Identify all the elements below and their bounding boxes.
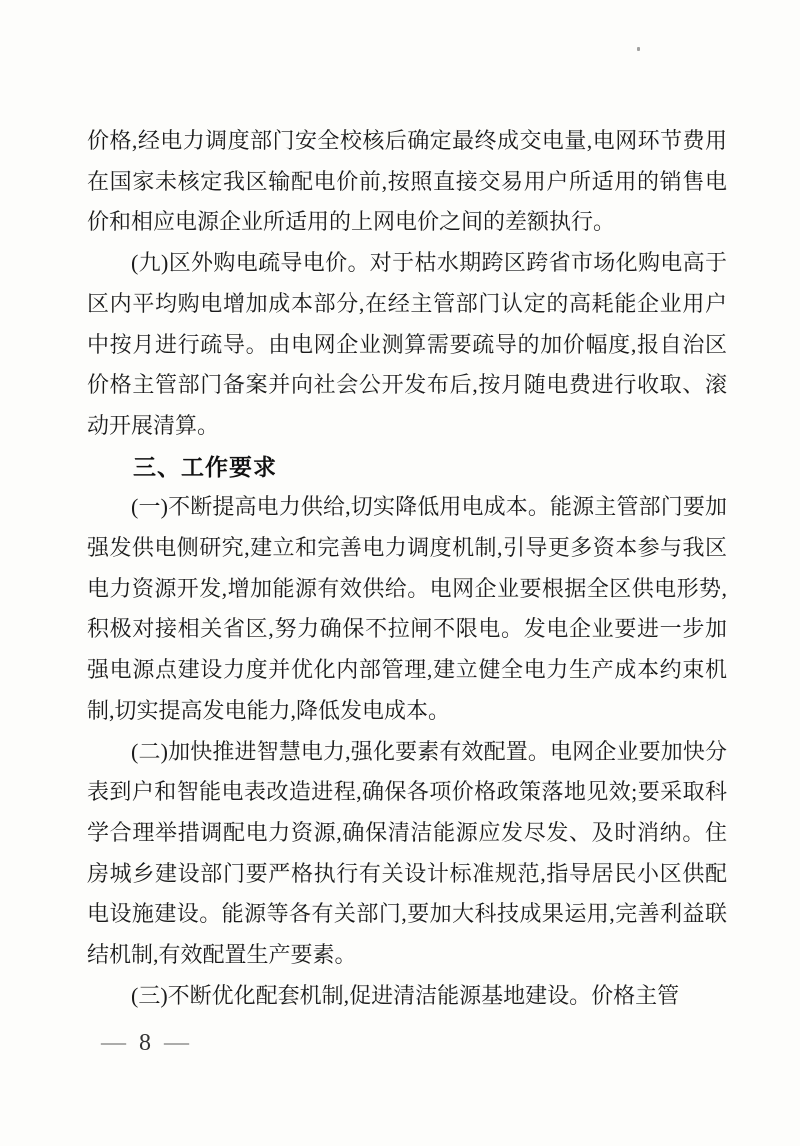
footer-dash-right: — — [164, 1031, 189, 1055]
paragraph-item-nine-external-power-purchase: (九)区外购电疏导电价。对于枯水期跨区跨省市场化购电高于区内平均购电增加成本部分,在经主管部门认定的高耗能企业用户中按月进行疏导。由电网企业测算需要疏导的加价幅度,报自治区价格主管部门备案并向社会公开发布后,按月随电费进行收取、滚动开展清算。 — [87, 250, 727, 438]
paragraph-item-three-supporting-mechanism: (三)不断优化配套机制,促进清洁能源基地建设。价格主管 — [131, 982, 680, 1008]
paragraph-tariff-settlement-continuation: 价格,经电力调度部门安全校核后确定最终成交电量,电网环节费用在国家未核定我区输配电价前,按照直接交易用户所适用的销售电价和相应电源企业所适用的上网电价之间的差额执行。 — [87, 128, 727, 235]
section-heading-work-requirements: 三、工作要求 — [133, 453, 277, 480]
paragraph-item-one-power-supply: (一)不断提高电力供给,切实降低用电成本。能源主管部门要加强发供电侧研究,建立和完善电力调度机制,引导更多资本参与我区电力资源开发,增加能源有效供给。电网企业要根据全区供电形势,积极对接相关省区,努力确保不拉闸不限电。发电企业要进一步加强电源点建设力度并优化内部管理,建立健全电力生产成本约束机制,切实提高发电能力,降低发电成本。 — [87, 494, 727, 723]
footer-dash-left: — — [101, 1031, 126, 1055]
paragraph-item-two-smart-power: (二)加快推进智慧电力,强化要素有效配置。电网企业要加快分表到户和智能电表改造进程,确保各项价格政策落地见效;要采取科学合理举措调配电力资源,确保清洁能源应发尽发、及时消纳。住房城乡建设部门要严格执行有关设计标准规范,指导居民小区供配电设施建设。能源等各有关部门,要加大科技成果运用,完善利益联结机制,有效配置生产要素。 — [87, 738, 727, 968]
page-number: 8 — [139, 1029, 151, 1056]
scan-artifact-speck — [637, 47, 640, 51]
page-footer — [101, 1029, 189, 1057]
document-body — [87, 121, 727, 1016]
